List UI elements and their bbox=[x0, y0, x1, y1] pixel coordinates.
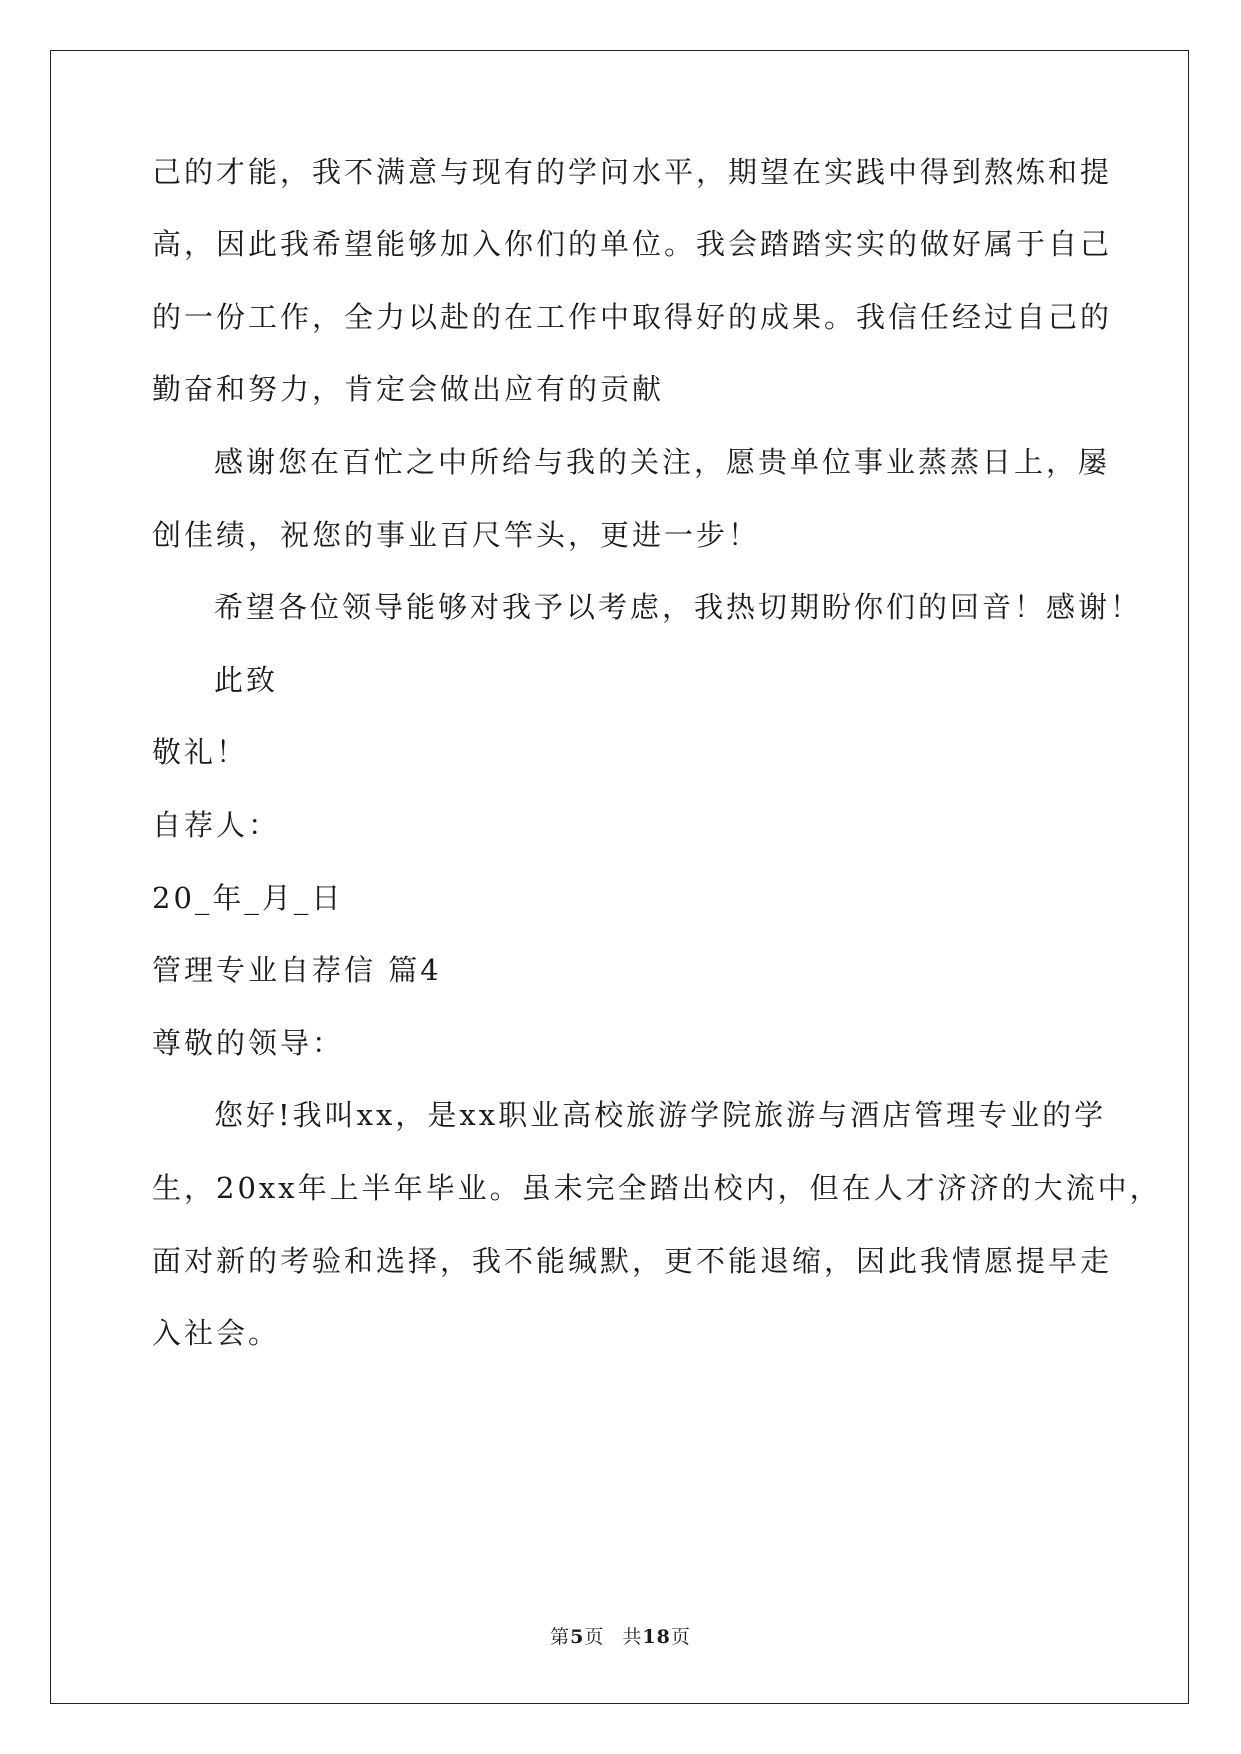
section-heading: 管理专业自荐信 篇4 bbox=[152, 953, 442, 987]
paragraph-line-5: 感谢您在百忙之中所给与我的关注，愿贵单位事业蒸蒸日上，屡 bbox=[214, 445, 1111, 479]
signature-label: 自荐人： bbox=[152, 808, 281, 842]
page-prefix: 第 bbox=[550, 1626, 571, 1648]
paragraph-line-8: 您好!我叫xx，是xx职业高校旅游学院旅游与酒店管理专业的学 bbox=[214, 1098, 1107, 1132]
total-pages: 18 bbox=[642, 1626, 671, 1648]
paragraph-line-4: 勤奋和努力，肯定会做出应有的贡献 bbox=[152, 372, 665, 406]
paragraph-line-1: 己的才能，我不满意与现有的学问水平，期望在实践中得到熬炼和提 bbox=[152, 155, 1113, 189]
date-line: 20_年_月_日 bbox=[152, 881, 344, 915]
paragraph-line-9: 生，20xx年上半年毕业。虽未完全踏出校内，但在人才济济的大流中， bbox=[152, 1171, 1162, 1205]
page-unit: 页 bbox=[584, 1626, 605, 1648]
paragraph-line-2: 高，因此我希望能够加入你们的单位。我会踏踏实实的做好属于自己 bbox=[152, 227, 1113, 261]
closing-salutation: 此致 bbox=[214, 663, 279, 697]
total-prefix: 共 bbox=[622, 1626, 643, 1648]
total-unit: 页 bbox=[670, 1626, 691, 1648]
paragraph-line-6: 创佳绩，祝您的事业百尺竿头，更进一步！ bbox=[152, 518, 761, 552]
paragraph-line-7: 希望各位领导能够对我予以考虑，我热切期盼你们的回音！感谢！ bbox=[214, 590, 1143, 624]
page-number: 5 bbox=[570, 1626, 585, 1648]
page-border bbox=[50, 50, 1189, 1704]
closing-regards: 敬礼！ bbox=[152, 735, 249, 769]
greeting: 尊敬的领导： bbox=[152, 1026, 345, 1060]
page-footer bbox=[0, 1622, 1241, 1649]
paragraph-line-3: 的一份工作，全力以赴的在工作中取得好的成果。我信任经过自己的 bbox=[152, 300, 1113, 334]
paragraph-line-10: 面对新的考验和选择，我不能缄默，更不能退缩，因此我情愿提早走 bbox=[152, 1244, 1113, 1278]
paragraph-line-11: 入社会。 bbox=[152, 1316, 281, 1350]
